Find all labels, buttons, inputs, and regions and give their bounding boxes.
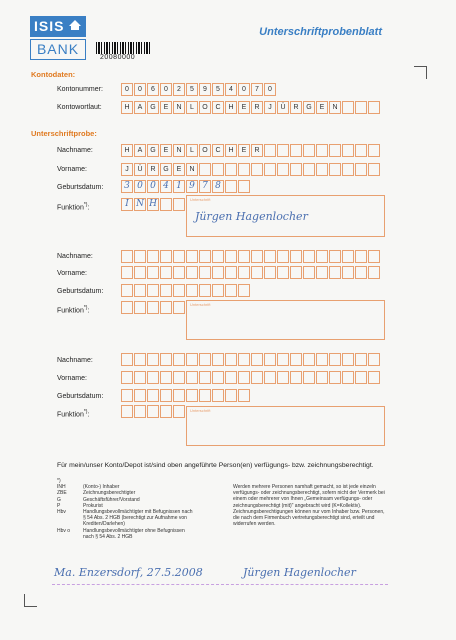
signature-caption: Unterschrift <box>190 302 211 307</box>
char-box[interactable] <box>303 266 315 279</box>
char-box[interactable] <box>134 301 146 314</box>
char-box[interactable] <box>225 163 237 176</box>
char-box[interactable] <box>212 163 224 176</box>
char-box[interactable]: N <box>329 101 341 114</box>
birth-date-label: Geburtsdatum: <box>57 393 104 400</box>
char-box[interactable] <box>303 144 315 157</box>
function-legend <box>57 478 193 540</box>
legend-key: P <box>57 502 61 509</box>
char-box[interactable] <box>186 250 198 263</box>
char-box[interactable] <box>355 266 367 279</box>
char-box[interactable] <box>225 266 237 279</box>
birth-date-field[interactable] <box>121 180 251 193</box>
char-box[interactable] <box>186 371 198 384</box>
legend-notes: Werden mehrere Personen namhaft gemacht, so ist jede einzeln verfügungs- oder zeichnungsberechtigt, sofern nicht der Vermerk bei einem oder mehrerer von Ihnen „Gemeinsam verfügungs- oder zeichnungsberechtigt (mit)" angebracht wird (K=Kollektiv). Zeichnungsberechtigungen können nur vom Inhaber bzw. Personen, die nach dem Firmenbuch vertretungsberechtigt sind, erteilt und widerrufen werden. <box>233 484 385 528</box>
char-box[interactable] <box>368 101 380 114</box>
signature-caption: Unterschrift <box>190 408 211 413</box>
char-box[interactable]: R <box>251 101 263 114</box>
char-box[interactable] <box>290 250 302 263</box>
char-box[interactable] <box>342 101 354 114</box>
char-box[interactable] <box>290 266 302 279</box>
last-name-label: Nachname: <box>57 357 93 364</box>
char-box[interactable] <box>355 353 367 366</box>
char-box[interactable] <box>173 284 185 297</box>
legend-key: ZBE <box>57 490 67 497</box>
char-box[interactable] <box>121 266 133 279</box>
legend-value: Prokurist <box>83 502 103 509</box>
char-box[interactable]: L <box>186 144 198 157</box>
char-box[interactable]: H <box>225 101 237 114</box>
corner-mark-bottom-left <box>24 594 37 607</box>
char-box[interactable] <box>251 163 263 176</box>
char-box[interactable] <box>160 198 172 211</box>
char-box[interactable] <box>173 353 185 366</box>
char-box[interactable] <box>147 405 159 418</box>
char-box[interactable] <box>160 266 172 279</box>
char-box[interactable] <box>277 144 289 157</box>
char-box[interactable]: E <box>160 144 172 157</box>
char-box[interactable]: 6 <box>147 83 159 96</box>
signature-caption: Unterschrift <box>190 197 211 202</box>
char-box[interactable] <box>303 371 315 384</box>
char-box[interactable] <box>186 266 198 279</box>
char-box[interactable]: 8 <box>212 180 224 193</box>
legend-key: INH <box>57 484 66 491</box>
char-box[interactable] <box>329 163 341 176</box>
char-box[interactable] <box>173 266 185 279</box>
char-box[interactable] <box>264 250 276 263</box>
char-box[interactable] <box>173 250 185 263</box>
char-box[interactable] <box>160 353 172 366</box>
char-box[interactable] <box>264 266 276 279</box>
last-name-field[interactable] <box>121 144 381 157</box>
last-name-field[interactable] <box>121 353 381 366</box>
char-box[interactable] <box>277 353 289 366</box>
char-box[interactable] <box>186 284 198 297</box>
char-box[interactable] <box>277 250 289 263</box>
char-box[interactable] <box>199 353 211 366</box>
char-box[interactable] <box>121 405 133 418</box>
char-box[interactable] <box>173 371 185 384</box>
char-box[interactable] <box>160 371 172 384</box>
char-box[interactable] <box>251 266 263 279</box>
char-box[interactable] <box>329 371 341 384</box>
char-box[interactable] <box>160 250 172 263</box>
account-name-label: Kontowortlaut: <box>57 104 102 111</box>
birth-date-label: Geburtsdatum: <box>57 184 104 191</box>
char-box[interactable] <box>303 163 315 176</box>
first-name-label: Vorname: <box>57 375 87 382</box>
char-box[interactable] <box>225 353 237 366</box>
char-box[interactable]: 4 <box>160 180 172 193</box>
char-box[interactable] <box>303 353 315 366</box>
first-name-label: Vorname: <box>57 166 87 173</box>
char-box[interactable] <box>199 266 211 279</box>
char-box[interactable] <box>121 250 133 263</box>
birth-date-label: Geburtsdatum: <box>57 288 104 295</box>
char-box[interactable]: H <box>225 144 237 157</box>
char-box[interactable] <box>316 266 328 279</box>
char-box[interactable]: H <box>121 101 133 114</box>
char-box[interactable]: E <box>173 163 185 176</box>
char-box[interactable]: G <box>160 163 172 176</box>
bank-logo <box>30 16 86 60</box>
char-box[interactable] <box>173 301 185 314</box>
char-box[interactable] <box>368 371 380 384</box>
char-box[interactable]: C <box>212 144 224 157</box>
char-box[interactable] <box>186 353 198 366</box>
char-box[interactable] <box>342 144 354 157</box>
char-box[interactable]: 4 <box>225 83 237 96</box>
legend-row <box>57 509 193 528</box>
signature-box[interactable] <box>186 406 385 446</box>
first-name-field[interactable] <box>121 266 381 279</box>
handwritten-place-date: Ma. Enzersdorf, 27.5.2008 <box>54 566 203 579</box>
char-box[interactable]: H <box>121 144 133 157</box>
char-box[interactable] <box>147 266 159 279</box>
char-box[interactable] <box>342 371 354 384</box>
signature-box[interactable] <box>186 195 385 237</box>
char-box[interactable] <box>329 144 341 157</box>
char-box[interactable]: L <box>186 101 198 114</box>
char-box[interactable] <box>329 250 341 263</box>
char-box[interactable] <box>225 250 237 263</box>
char-box[interactable]: E <box>160 101 172 114</box>
char-box[interactable]: N <box>186 163 198 176</box>
char-box[interactable] <box>160 405 172 418</box>
char-box[interactable] <box>212 250 224 263</box>
char-box[interactable] <box>147 371 159 384</box>
char-box[interactable] <box>329 353 341 366</box>
char-box[interactable] <box>238 180 250 193</box>
last-name-label: Nachname: <box>57 147 93 154</box>
logo-bottom-text: BANK <box>30 39 86 60</box>
char-box[interactable] <box>238 389 250 402</box>
char-box[interactable]: E <box>316 101 328 114</box>
char-box[interactable] <box>199 389 211 402</box>
char-box[interactable] <box>316 371 328 384</box>
first-name-label: Vorname: <box>57 270 87 277</box>
char-box[interactable]: 3 <box>121 180 133 193</box>
legend-row <box>57 528 193 540</box>
char-box[interactable]: N <box>134 198 146 211</box>
char-box[interactable] <box>264 371 276 384</box>
char-box[interactable] <box>251 250 263 263</box>
char-box[interactable]: R <box>290 101 302 114</box>
char-box[interactable] <box>147 301 159 314</box>
char-box[interactable] <box>290 144 302 157</box>
legend-marker: *) <box>57 478 61 484</box>
char-box[interactable] <box>290 163 302 176</box>
char-box[interactable]: 9 <box>199 83 211 96</box>
char-box[interactable]: A <box>134 144 146 157</box>
char-box[interactable] <box>212 371 224 384</box>
char-box[interactable] <box>368 163 380 176</box>
account-name-field[interactable] <box>121 101 381 114</box>
char-box[interactable] <box>316 163 328 176</box>
char-box[interactable] <box>355 163 367 176</box>
char-box[interactable] <box>355 144 367 157</box>
signature-box[interactable] <box>186 300 385 340</box>
char-box[interactable]: Ü <box>277 101 289 114</box>
char-box[interactable] <box>368 353 380 366</box>
char-box[interactable] <box>342 353 354 366</box>
signature-line <box>52 584 388 585</box>
char-box[interactable] <box>316 250 328 263</box>
char-box[interactable] <box>290 353 302 366</box>
char-box[interactable]: 0 <box>121 83 133 96</box>
handwritten-signature: Jürgen Hagenlocher <box>195 210 308 223</box>
char-box[interactable]: 0 <box>147 180 159 193</box>
char-box[interactable] <box>355 371 367 384</box>
house-icon <box>69 20 81 26</box>
char-box[interactable]: 0 <box>160 83 172 96</box>
char-box[interactable] <box>121 353 133 366</box>
handwritten-footer-signature: Jürgen Hagenlocher <box>243 566 356 579</box>
char-box[interactable] <box>147 353 159 366</box>
char-box[interactable]: 0 <box>238 83 250 96</box>
char-box[interactable] <box>225 284 237 297</box>
account-number-field[interactable] <box>121 83 277 96</box>
char-box[interactable] <box>238 353 250 366</box>
char-box[interactable] <box>199 371 211 384</box>
char-box[interactable]: 5 <box>212 83 224 96</box>
char-box[interactable] <box>342 266 354 279</box>
char-box[interactable] <box>225 389 237 402</box>
corner-mark-top-right <box>414 66 427 79</box>
char-box[interactable] <box>368 144 380 157</box>
legend-key: Hbv <box>57 509 66 516</box>
char-box[interactable] <box>186 389 198 402</box>
char-box[interactable] <box>134 284 146 297</box>
char-box[interactable] <box>238 284 250 297</box>
char-box[interactable]: I <box>121 198 133 211</box>
barcode-image <box>96 42 152 54</box>
legend-value: Handlungsbevollmächtigter ohne Befugnissen nach § 54 Abs. 2 HGB <box>83 527 185 540</box>
char-box[interactable] <box>251 353 263 366</box>
char-box[interactable] <box>199 250 211 263</box>
logo-top-text: ISIS <box>34 18 65 34</box>
char-box[interactable] <box>368 266 380 279</box>
char-box[interactable] <box>160 301 172 314</box>
char-box[interactable] <box>134 266 146 279</box>
char-box[interactable]: E <box>238 144 250 157</box>
char-box[interactable] <box>121 301 133 314</box>
char-box[interactable]: 1 <box>173 180 185 193</box>
char-box[interactable]: R <box>251 144 263 157</box>
document-title: Unterschriftprobenblatt <box>259 26 382 38</box>
char-box[interactable]: O <box>199 101 211 114</box>
char-box[interactable] <box>329 266 341 279</box>
char-box[interactable]: R <box>147 163 159 176</box>
char-box[interactable]: 2 <box>173 83 185 96</box>
function-field[interactable] <box>121 405 186 418</box>
first-name-field[interactable] <box>121 163 381 176</box>
legend-key: Hbv o <box>57 527 71 534</box>
char-box[interactable]: 9 <box>186 180 198 193</box>
char-box[interactable]: G <box>147 101 159 114</box>
char-box[interactable] <box>199 284 211 297</box>
char-box[interactable] <box>173 389 185 402</box>
char-box[interactable] <box>225 371 237 384</box>
function-label: Funktion*): <box>57 202 90 212</box>
char-box[interactable] <box>225 180 237 193</box>
char-box[interactable] <box>290 371 302 384</box>
char-box[interactable]: G <box>303 101 315 114</box>
char-box[interactable] <box>121 389 133 402</box>
char-box[interactable] <box>238 250 250 263</box>
char-box[interactable] <box>303 250 315 263</box>
char-box[interactable] <box>134 250 146 263</box>
char-box[interactable] <box>316 144 328 157</box>
char-box[interactable] <box>238 163 250 176</box>
char-box[interactable] <box>212 389 224 402</box>
last-name-label: Nachname: <box>57 253 93 260</box>
legend-value: Geschäftsführer/Vorstand <box>83 496 140 503</box>
char-box[interactable] <box>316 353 328 366</box>
function-label: Funktion*): <box>57 305 90 315</box>
char-box[interactable] <box>277 163 289 176</box>
legend-value: Handlungsbevollmächtigter mit Befugnissen nach § 54 Abs. 2 HGB (berechtigt zur Aufnahme von Krediten/Darlehen) <box>83 509 193 528</box>
char-box[interactable]: Ü <box>134 163 146 176</box>
char-box[interactable] <box>212 266 224 279</box>
char-box[interactable]: N <box>173 101 185 114</box>
char-box[interactable]: 0 <box>134 83 146 96</box>
first-name-field[interactable] <box>121 371 381 384</box>
char-box[interactable]: J <box>264 101 276 114</box>
char-box[interactable] <box>160 389 172 402</box>
char-box[interactable]: 7 <box>251 83 263 96</box>
char-box[interactable] <box>121 371 133 384</box>
char-box[interactable]: O <box>199 144 211 157</box>
char-box[interactable] <box>199 163 211 176</box>
char-box[interactable] <box>264 144 276 157</box>
char-box[interactable] <box>173 405 185 418</box>
char-box[interactable]: 7 <box>199 180 211 193</box>
char-box[interactable] <box>160 284 172 297</box>
char-box[interactable] <box>134 389 146 402</box>
char-box[interactable] <box>238 266 250 279</box>
char-box[interactable] <box>121 284 133 297</box>
char-box[interactable]: N <box>173 144 185 157</box>
char-box[interactable] <box>277 266 289 279</box>
char-box[interactable]: H <box>147 198 159 211</box>
char-box[interactable] <box>147 389 159 402</box>
function-field[interactable] <box>121 198 186 211</box>
char-box[interactable]: A <box>134 101 146 114</box>
legend-value: Zeichnungsberechtigter <box>83 490 136 497</box>
char-box[interactable] <box>342 163 354 176</box>
char-box[interactable] <box>251 371 263 384</box>
legend-value: (Konto-) Inhaber <box>83 484 120 491</box>
char-box[interactable] <box>173 198 185 211</box>
char-box[interactable] <box>134 371 146 384</box>
char-box[interactable] <box>264 163 276 176</box>
char-box[interactable] <box>264 353 276 366</box>
char-box[interactable] <box>342 250 354 263</box>
char-box[interactable] <box>355 250 367 263</box>
account-section-title: Kontodaten: <box>31 70 76 79</box>
char-box[interactable]: 0 <box>134 180 146 193</box>
char-box[interactable] <box>134 353 146 366</box>
char-box[interactable] <box>355 101 367 114</box>
char-box[interactable]: C <box>212 101 224 114</box>
char-box[interactable] <box>147 284 159 297</box>
char-box[interactable] <box>212 353 224 366</box>
birth-date-field[interactable] <box>121 284 251 297</box>
char-box[interactable] <box>134 405 146 418</box>
legend-key: G <box>57 496 61 503</box>
birth-date-field[interactable] <box>121 389 251 402</box>
char-box[interactable] <box>368 250 380 263</box>
char-box[interactable]: E <box>238 101 250 114</box>
char-box[interactable]: 0 <box>264 83 276 96</box>
account-number-label: Kontonummer: <box>57 86 103 93</box>
char-box[interactable] <box>238 371 250 384</box>
char-box[interactable] <box>212 284 224 297</box>
last-name-field[interactable] <box>121 250 381 263</box>
signature-section-title: Unterschriftprobe: <box>31 129 97 138</box>
authorization-statement: Für mein/unser Konto/Depot ist/sind oben angeführte Person(en) verfügungs- bzw. zeichnungsberechtigt. <box>57 462 374 469</box>
char-box[interactable]: J <box>121 163 133 176</box>
char-box[interactable] <box>147 250 159 263</box>
char-box[interactable] <box>277 371 289 384</box>
function-field[interactable] <box>121 301 186 314</box>
function-label: Funktion*): <box>57 409 90 419</box>
char-box[interactable]: G <box>147 144 159 157</box>
barcode-number: 20080000 <box>100 54 136 61</box>
char-box[interactable]: 5 <box>186 83 198 96</box>
